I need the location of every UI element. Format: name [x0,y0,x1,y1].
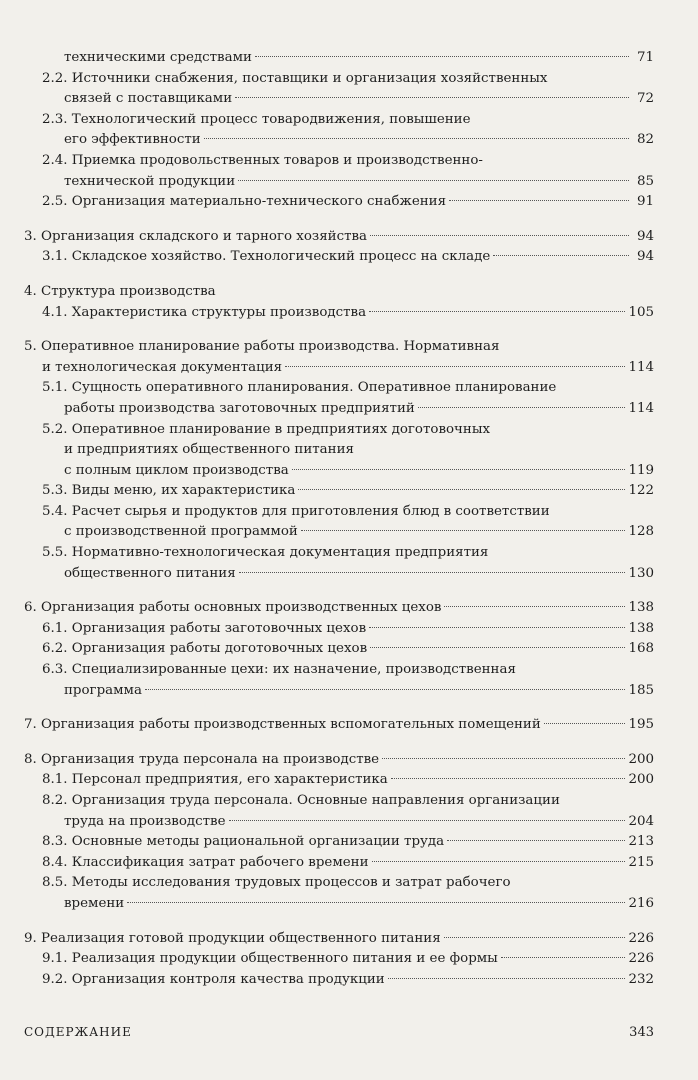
toc-entry [24,172,654,193]
leader-dots [382,758,625,759]
toc-page-number: 71 [636,50,654,65]
toc-page-number: 94 [636,228,654,244]
toc-entry [24,791,654,812]
toc-entry-text: труда на производстве [64,813,226,829]
toc-entry-text: 8. Организация труда персонала на производстве [24,751,380,767]
leader-dots [388,978,626,979]
leader-dots [370,647,625,648]
toc-page-number: 216 [628,895,654,911]
toc-entry-text: общественного питания [64,565,236,581]
toc-entry [24,420,654,441]
toc-page-number: 105 [628,304,654,320]
leader-dots [255,56,629,57]
toc-entry-text: 3. Организация складского и тарного хозяйства [24,228,368,244]
toc-entry-text: 6. Организация работы основных производственных цехов [24,600,442,616]
page-number: 343 [629,1025,654,1040]
toc-page-number: 91 [636,194,654,210]
toc-entry-text: 6.3. Специализированные цехи: их назначение, производственная [42,662,516,678]
leader-dots [301,530,626,531]
toc-page-number: 85 [636,173,654,189]
toc-entry [24,715,654,736]
toc-entry [24,378,654,399]
toc-entry [24,639,654,660]
toc-page-number: 200 [628,772,654,788]
toc-entry-text: 2.2. Источники снабжения, поставщики и организация хозяйственных [42,70,548,86]
toc-page-number: 114 [628,359,654,375]
toc-entry [24,812,654,833]
toc-entry [24,770,654,791]
toc-entry-text: 5.3. Виды меню, их характеристика [42,483,296,499]
leader-dots [235,97,629,98]
toc-entry [24,832,654,853]
leader-dots [292,469,626,470]
toc-page-number: 226 [628,951,654,967]
toc-entry [24,303,654,324]
toc-entry-text: 5.1. Сущность оперативного планирования. Оперативное планирование [42,380,557,396]
toc-entry-text: 4. Структура производства [24,283,216,299]
toc-entry [24,481,654,502]
toc-entry-text: 8.5. Методы исследования трудовых процессов и затрат рабочего [42,875,511,891]
toc-entry-text: техническими средствами [64,50,252,65]
leader-dots [449,200,629,201]
leader-dots [285,366,625,367]
toc-entry-text: программа [64,682,142,698]
leader-dots [418,407,626,408]
toc-entry [24,358,654,379]
leader-dots [444,937,626,938]
toc-entry [24,543,654,564]
toc-entry [24,929,654,950]
toc-entry [24,660,654,681]
toc-entry [24,619,654,640]
toc-entry-text: и предприятиях общественного питания [64,442,354,458]
toc-entry-text: 9.2. Организация контроля качества продукции [42,971,385,987]
toc-entry-text: его эффективности [64,132,201,148]
toc-entry [24,750,654,771]
toc-entry-text: 9.1. Реализация продукции общественного питания и ее формы [42,951,498,967]
toc-page-number: 130 [628,565,654,581]
toc-entry [24,949,654,970]
leader-dots [239,572,626,573]
running-footer-label: СОДЕРЖАНИЕ [24,1025,132,1039]
toc-entry [24,48,654,69]
toc-entry-text: времени [64,895,125,911]
leader-dots [372,861,626,862]
toc-page-number: 195 [628,717,654,733]
toc-entry-text: 5.5. Нормативно-технологическая документация предприятия [42,545,489,561]
toc-entry-text: 8.3. Основные методы рациональной организации труда [42,834,445,850]
toc-entry-text: 2.5. Организация материально-технического снабжения [42,194,447,210]
toc-entry-text: 5. Оперативное планирование работы производства. Нормативная [24,339,500,355]
toc-entry [24,247,654,268]
toc-entry-text: 9. Реализация готовой продукции общественного питания [24,930,441,946]
toc-page-number: 204 [628,813,654,829]
toc-entry-text: технической продукции [64,173,236,189]
leader-dots [391,778,626,779]
leader-dots [444,606,625,607]
toc-entry [24,853,654,874]
leader-dots [544,723,626,724]
toc-page-number: 226 [628,930,654,946]
toc-entry-text: с полным циклом производства [64,462,289,478]
toc-entry [24,69,654,90]
toc-page-number: 215 [628,854,654,870]
leader-dots [447,840,625,841]
leader-dots [145,689,625,690]
toc-entry [24,282,654,303]
toc-entry [24,192,654,213]
leader-dots [369,311,625,312]
toc-entry [24,461,654,482]
toc-entry-text: 3.1. Складское хозяйство. Технологический процесс на складе [42,249,491,265]
toc-page-number: 232 [628,971,654,987]
toc-entry [24,681,654,702]
toc-page-number: 185 [628,682,654,698]
toc-entry-text: 8.2. Организация труда персонала. Основные направления организации [42,793,560,808]
toc-entry [24,522,654,543]
leader-dots [370,235,629,236]
leader-dots [127,902,625,903]
toc-page-number: 138 [628,600,654,616]
leader-dots [229,820,626,821]
leader-dots [493,255,629,256]
toc-entry [24,598,654,619]
toc-page-number: 119 [628,462,654,478]
page-footer [24,1025,654,1040]
toc-entry [24,130,654,151]
toc-entry [24,440,654,461]
toc-entry-text: 8.1. Персонал предприятия, его характеристика [42,772,388,788]
toc-entry-text: 2.4. Приемка продовольственных товаров и производственно- [42,152,483,168]
leader-dots [204,138,629,139]
toc-entry-text: 8.4. Классификация затрат рабочего времени [42,854,369,870]
toc-entry [24,564,654,585]
toc-page-number: 213 [628,834,654,850]
toc-entry [24,227,654,248]
toc-entry-text: 7. Организация работы производственных вспомогательных помещений [24,717,541,733]
toc-page-number: 200 [628,751,654,767]
toc-entry [24,89,654,110]
toc-entry [24,110,654,131]
toc-entry [24,970,654,991]
leader-dots [238,180,629,181]
toc-entry [24,873,654,894]
toc-entry-text: с производственной программой [64,524,298,540]
toc-entry-text: 2.3. Технологический процесс товародвижения, повышение [42,111,471,127]
toc-page-number: 138 [628,620,654,636]
toc-entry-text: работы производства заготовочных предприятий [64,400,415,416]
toc-page-number: 114 [628,400,654,416]
toc-entry-text: 6.1. Организация работы заготовочных цехов [42,620,367,636]
toc-page-number: 128 [628,524,654,540]
leader-dots [369,627,625,628]
leader-dots [298,489,625,490]
toc-entry [24,894,654,915]
toc-entry-text: 4.1. Характеристика структуры производства [42,304,367,320]
toc-page-number: 168 [628,641,654,657]
toc-entry [24,399,654,420]
toc-entry-text: 5.2. Оперативное планирование в предприятиях доготовочных [42,421,491,437]
toc-entry-text: 5.4. Расчет сырья и продуктов для приготовления блюд в соответствии [42,503,550,519]
toc-entry [24,151,654,172]
toc-page-number: 72 [636,91,654,107]
toc-page-number: 94 [636,249,654,265]
toc-page-number: 82 [636,132,654,148]
toc-entry-text: связей с поставщиками [64,91,233,107]
toc-entry-text: и технологическая документация [42,359,283,375]
table-of-contents [24,48,654,990]
leader-dots [501,957,626,958]
toc-page-number: 122 [628,483,654,499]
toc-entry [24,337,654,358]
toc-entry [24,502,654,523]
toc-entry-text: 6.2. Организация работы доготовочных цехов [42,641,368,657]
